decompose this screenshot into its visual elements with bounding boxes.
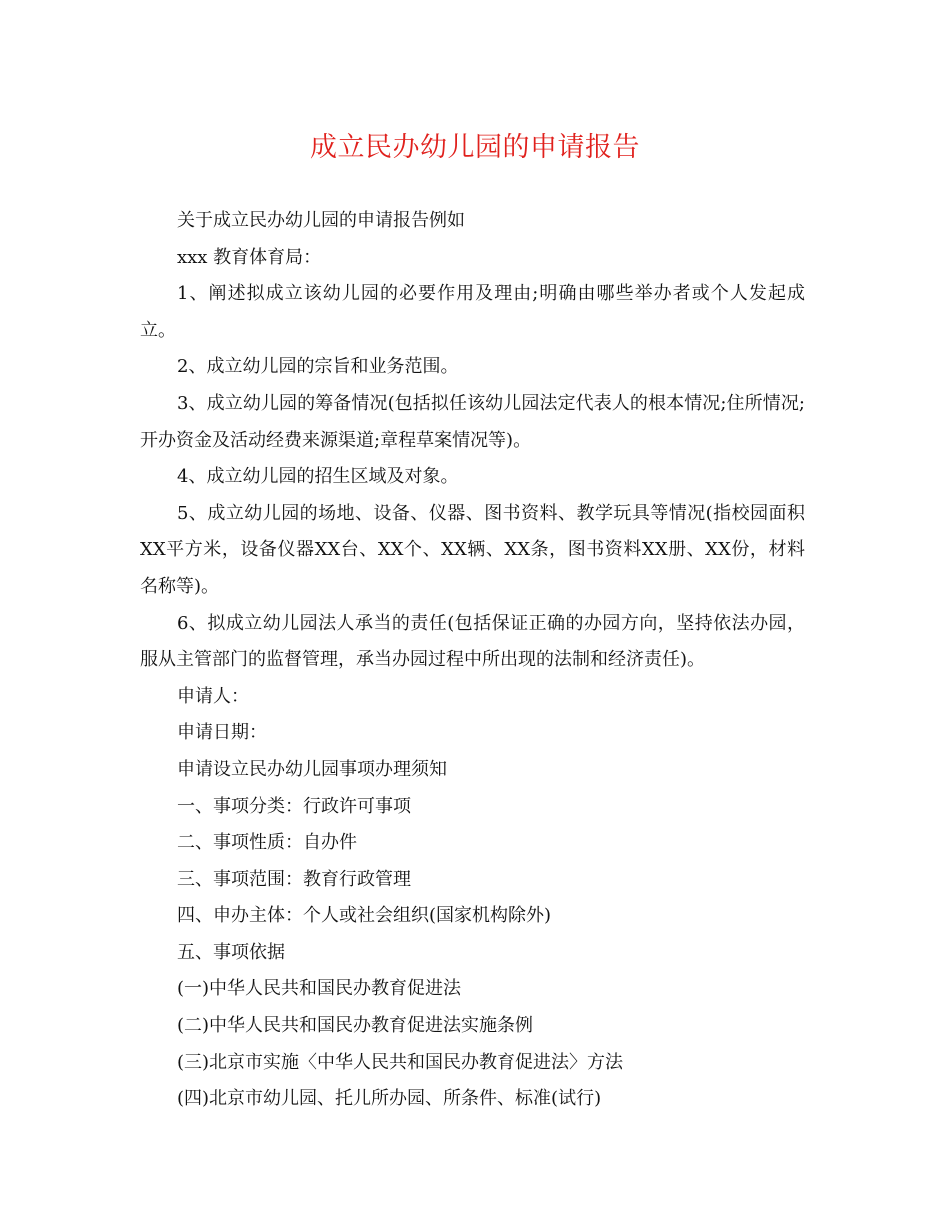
paragraph-item-5: 5、成立幼儿园的场地、设备、仪器、图书资料、教学玩具等情况(指校园面积XX平方米，设备仪器XX台、XX个、XX辆、XX条，图书资料XX册、XX份，材料名称等)。 <box>140 502 805 597</box>
paragraph-basis-3: (三)北京市实施〈中华人民共和国民办教育促进法〉方法 <box>177 1051 624 1073</box>
paragraph-addressee: xxx 教育体育局： <box>177 246 322 268</box>
paragraph-date: 申请日期： <box>177 722 267 744</box>
paragraph-notice-heading: 申请设立民办幼儿园事项办理须知 <box>177 758 447 780</box>
paragraph-basis: 五、事项依据 <box>177 941 285 963</box>
paragraph-item-3: 3、成立幼儿园的筹备情况(包括拟任该幼儿园法定代表人的根本情况;住所情况;开办资金及活动经费来源渠道;章程草案情况等)。 <box>140 392 805 451</box>
paragraph-intro: 关于成立民办幼儿园的申请报告例如 <box>177 210 465 231</box>
paragraph-item-4: 4、成立幼儿园的招生区域及对象。 <box>177 466 459 488</box>
paragraph-item-1: 1、阐述拟成立该幼儿园的必要作用及理由;明确由哪些举办者或个人发起成立。 <box>140 283 805 341</box>
paragraph-applicant: 申请人： <box>177 685 249 707</box>
paragraph-basis-1: (一)中华人民共和国民办教育促进法 <box>177 978 462 1000</box>
paragraph-scope: 三、事项范围：教育行政管理 <box>177 868 411 890</box>
paragraph-item-6: 6、拟成立幼儿园法人承当的责任(包括保证正确的办园方向，坚持依法办园，服从主管部门的监督管理，承当办园过程中所出现的法制和经济责任)。 <box>140 612 805 671</box>
paragraph-nature: 二、事项性质：自办件 <box>177 832 357 854</box>
paragraph-basis-4: (四)北京市幼儿园、托儿所办园、所条件、标准(试行) <box>177 1088 602 1110</box>
document-title: 成立民办幼儿园的申请报告 <box>310 132 640 163</box>
document-body <box>140 203 805 1118</box>
paragraph-item-2: 2、成立幼儿园的宗旨和业务范围。 <box>177 356 459 378</box>
paragraph-subject: 四、申办主体：个人或社会组织(国家机构除外) <box>177 905 552 927</box>
paragraph-basis-2: (二)中华人民共和国民办教育促进法实施条例 <box>177 1015 534 1037</box>
paragraph-category: 一、事项分类：行政许可事项 <box>177 795 411 817</box>
